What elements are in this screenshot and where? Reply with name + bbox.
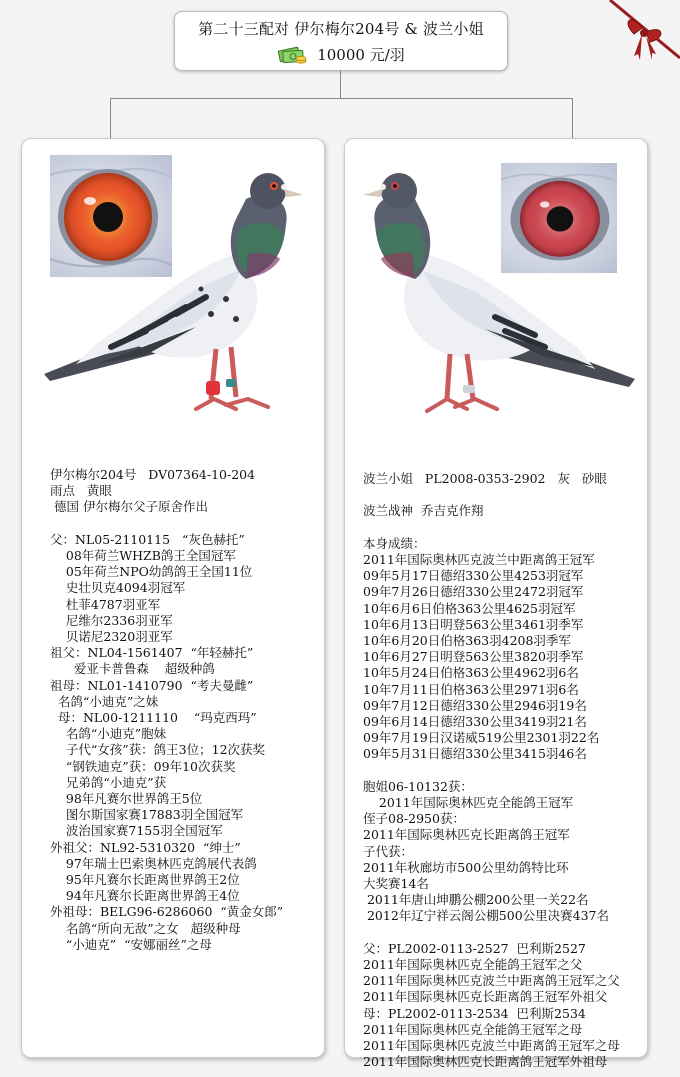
female-pigeon-info	[363, 471, 665, 1070]
info-line: 97年瑞士巴索奥林匹克鸽展代表鸽	[50, 855, 257, 871]
male-pigeon-info	[50, 467, 352, 953]
info-line: 10年6月13日明登563公里3461羽季军	[363, 616, 584, 632]
info-line: 母：PL2002-0113-2534 巴利斯2534	[363, 1005, 586, 1021]
info-line: 2011年秋廊坊市500公里幼鸽特比环	[363, 859, 569, 875]
info-line: 雨点 黄眼	[50, 483, 112, 499]
money-icon	[277, 43, 307, 65]
info-line: 05年荷兰NPO幼鸽鸽王全国11位	[50, 564, 253, 580]
connector-vertical-top	[340, 70, 341, 98]
info-line: 2011年国际奥林匹克长距离鸽王冠军外祖父	[363, 989, 608, 1005]
info-line: 尼维尔2336羽亚军	[50, 612, 173, 628]
info-line: 2011年国际奥林匹克波兰中距离鸽王冠军之父	[363, 973, 620, 989]
info-line: 杜菲4787羽亚军	[50, 596, 161, 612]
info-line: 侄子08-2950获：	[363, 811, 465, 827]
info-line: 09年6月14日德绍330公里3419羽21名	[363, 714, 587, 730]
info-line: 外祖父：NL92-5310320 “绅士”	[50, 839, 241, 855]
info-line	[363, 487, 665, 503]
info-line: 2011年国际奥林匹克全能鸽王冠军	[363, 795, 574, 811]
info-line: 2011年国际奥林匹克全能鸽王冠军之母	[363, 1021, 583, 1037]
connector-right-drop	[572, 98, 573, 139]
info-line: 2011年国际奥林匹克长距离鸽王冠军	[363, 827, 570, 843]
info-line: 史壮贝克4094羽冠军	[50, 580, 186, 596]
info-line: 德国 伊尔梅尔父子原舍作出	[50, 499, 208, 515]
info-line: 子代获：	[363, 843, 414, 859]
info-line: 图尔斯国家赛17883羽全国冠军	[50, 807, 244, 823]
female-pigeon-card	[344, 138, 648, 1070]
price-label: 10000 元/羽	[317, 45, 405, 64]
info-line: 2012年辽宁祥云阁公棚500公里决赛437名	[363, 908, 610, 924]
info-line: 爱亚卡普鲁森 超级种鸽	[50, 661, 215, 677]
info-line: 2011年国际奥林匹克波兰中距离鸽王冠军之母	[363, 1038, 620, 1054]
info-line: 父：NL05-2110115 “灰色赫托”	[50, 531, 245, 547]
info-line: 波治国家赛7155羽全国冠军	[50, 823, 223, 839]
info-line: 祖父：NL04-1561407 “年轻赫托”	[50, 645, 254, 661]
eye-icon	[501, 163, 617, 273]
info-line: 波兰小姐 PL2008-0353-2902 灰 砂眼	[363, 471, 607, 486]
info-line: 10年7月11日伯格363公里2971羽6名	[363, 681, 579, 697]
female-eye-photo	[501, 163, 617, 273]
price-row	[175, 43, 507, 65]
info-line: “小迪克” “安娜丽丝”之母	[50, 936, 212, 952]
info-line: 名鸽“小迪克”胞妹	[50, 726, 167, 742]
info-line: “钢铁迪克”获：09年10次获奖	[50, 758, 236, 774]
info-line	[363, 520, 665, 536]
info-line: 名鸽“所向无敌”之女 超级种母	[50, 920, 241, 936]
pairing-title: 第二十三配对 伊尔梅尔204号 & 波兰小姐	[198, 20, 484, 38]
info-line: 兄弟鸽“小迪克”获	[50, 774, 167, 790]
ribbon-bow-icon	[600, 0, 680, 70]
info-line	[363, 763, 665, 779]
info-line: 名鸽“小迪克”之妹	[50, 693, 159, 709]
info-line: 09年5月31日德绍330公里3415羽46名	[363, 746, 587, 762]
info-line: 祖母：NL01-1410790 “考夫曼雌”	[50, 677, 254, 693]
info-line: 09年5月17日德绍330公里4253羽冠军	[363, 568, 584, 584]
pairing-header	[174, 11, 508, 71]
info-line: 子代“女孩”获：鸽王3位；12次获奖	[50, 742, 266, 758]
info-line: 09年7月19日汉诺威519公里2301羽22名	[363, 730, 600, 746]
info-line: 伊尔梅尔204号 DV07364-10-204	[50, 467, 256, 482]
info-line: 09年7月12日德绍330公里2946羽19名	[363, 697, 587, 713]
info-line: 2011年国际奥林匹克长距离鸽王冠军外祖母	[363, 1054, 608, 1070]
info-line: 2011年国际奥林匹克全能鸽王冠军之父	[363, 957, 583, 973]
info-line: 2011年国际奥林匹克波兰中距离鸽王冠军	[363, 551, 595, 567]
info-line: 外祖母：BELG96-6286060 “黄金女郎”	[50, 904, 284, 920]
info-line: 波兰战神 乔吉克作翔	[363, 503, 484, 519]
info-line: 08年荷兰WHZB鸽王全国冠军	[50, 548, 236, 563]
info-line: 2011年唐山坤鹏公棚200公里一关22名	[363, 892, 589, 908]
info-line: 09年7月26日德绍330公里2472羽冠军	[363, 584, 584, 600]
info-line: 母：NL00-1211110 “玛克西玛”	[50, 710, 257, 726]
male-pigeon-card	[21, 138, 325, 1058]
info-line	[363, 925, 665, 941]
connector-horizontal	[110, 98, 573, 99]
info-line: 98年凡赛尔世界鸽王5位	[50, 791, 203, 807]
connector-left-drop	[110, 98, 111, 139]
info-line: 本身成绩：	[363, 535, 426, 551]
info-line: 大奖赛14名	[363, 876, 429, 892]
info-line: 胞姐06-10132获：	[363, 778, 473, 794]
info-line: 10年6月27日明登563公里3820羽季军	[363, 649, 584, 665]
male-pigeon-photo	[36, 159, 316, 429]
info-line: 10年6月20日伯格363羽4208羽季军	[363, 633, 571, 648]
info-line: 10年6月6日伯格363公里4625羽冠军	[363, 600, 576, 616]
info-line: 95年凡赛尔长距离世界鸽王2位	[50, 872, 240, 888]
info-line: 贝诺尼2320羽亚军	[50, 629, 173, 645]
info-line: 父：PL2002-0113-2527 巴利斯2527	[363, 940, 586, 956]
info-line: 94年凡赛尔长距离世界鸽王4位	[50, 888, 240, 904]
info-line: 10年5月24日伯格363公里4962羽6名	[363, 665, 579, 681]
info-line	[50, 516, 352, 532]
